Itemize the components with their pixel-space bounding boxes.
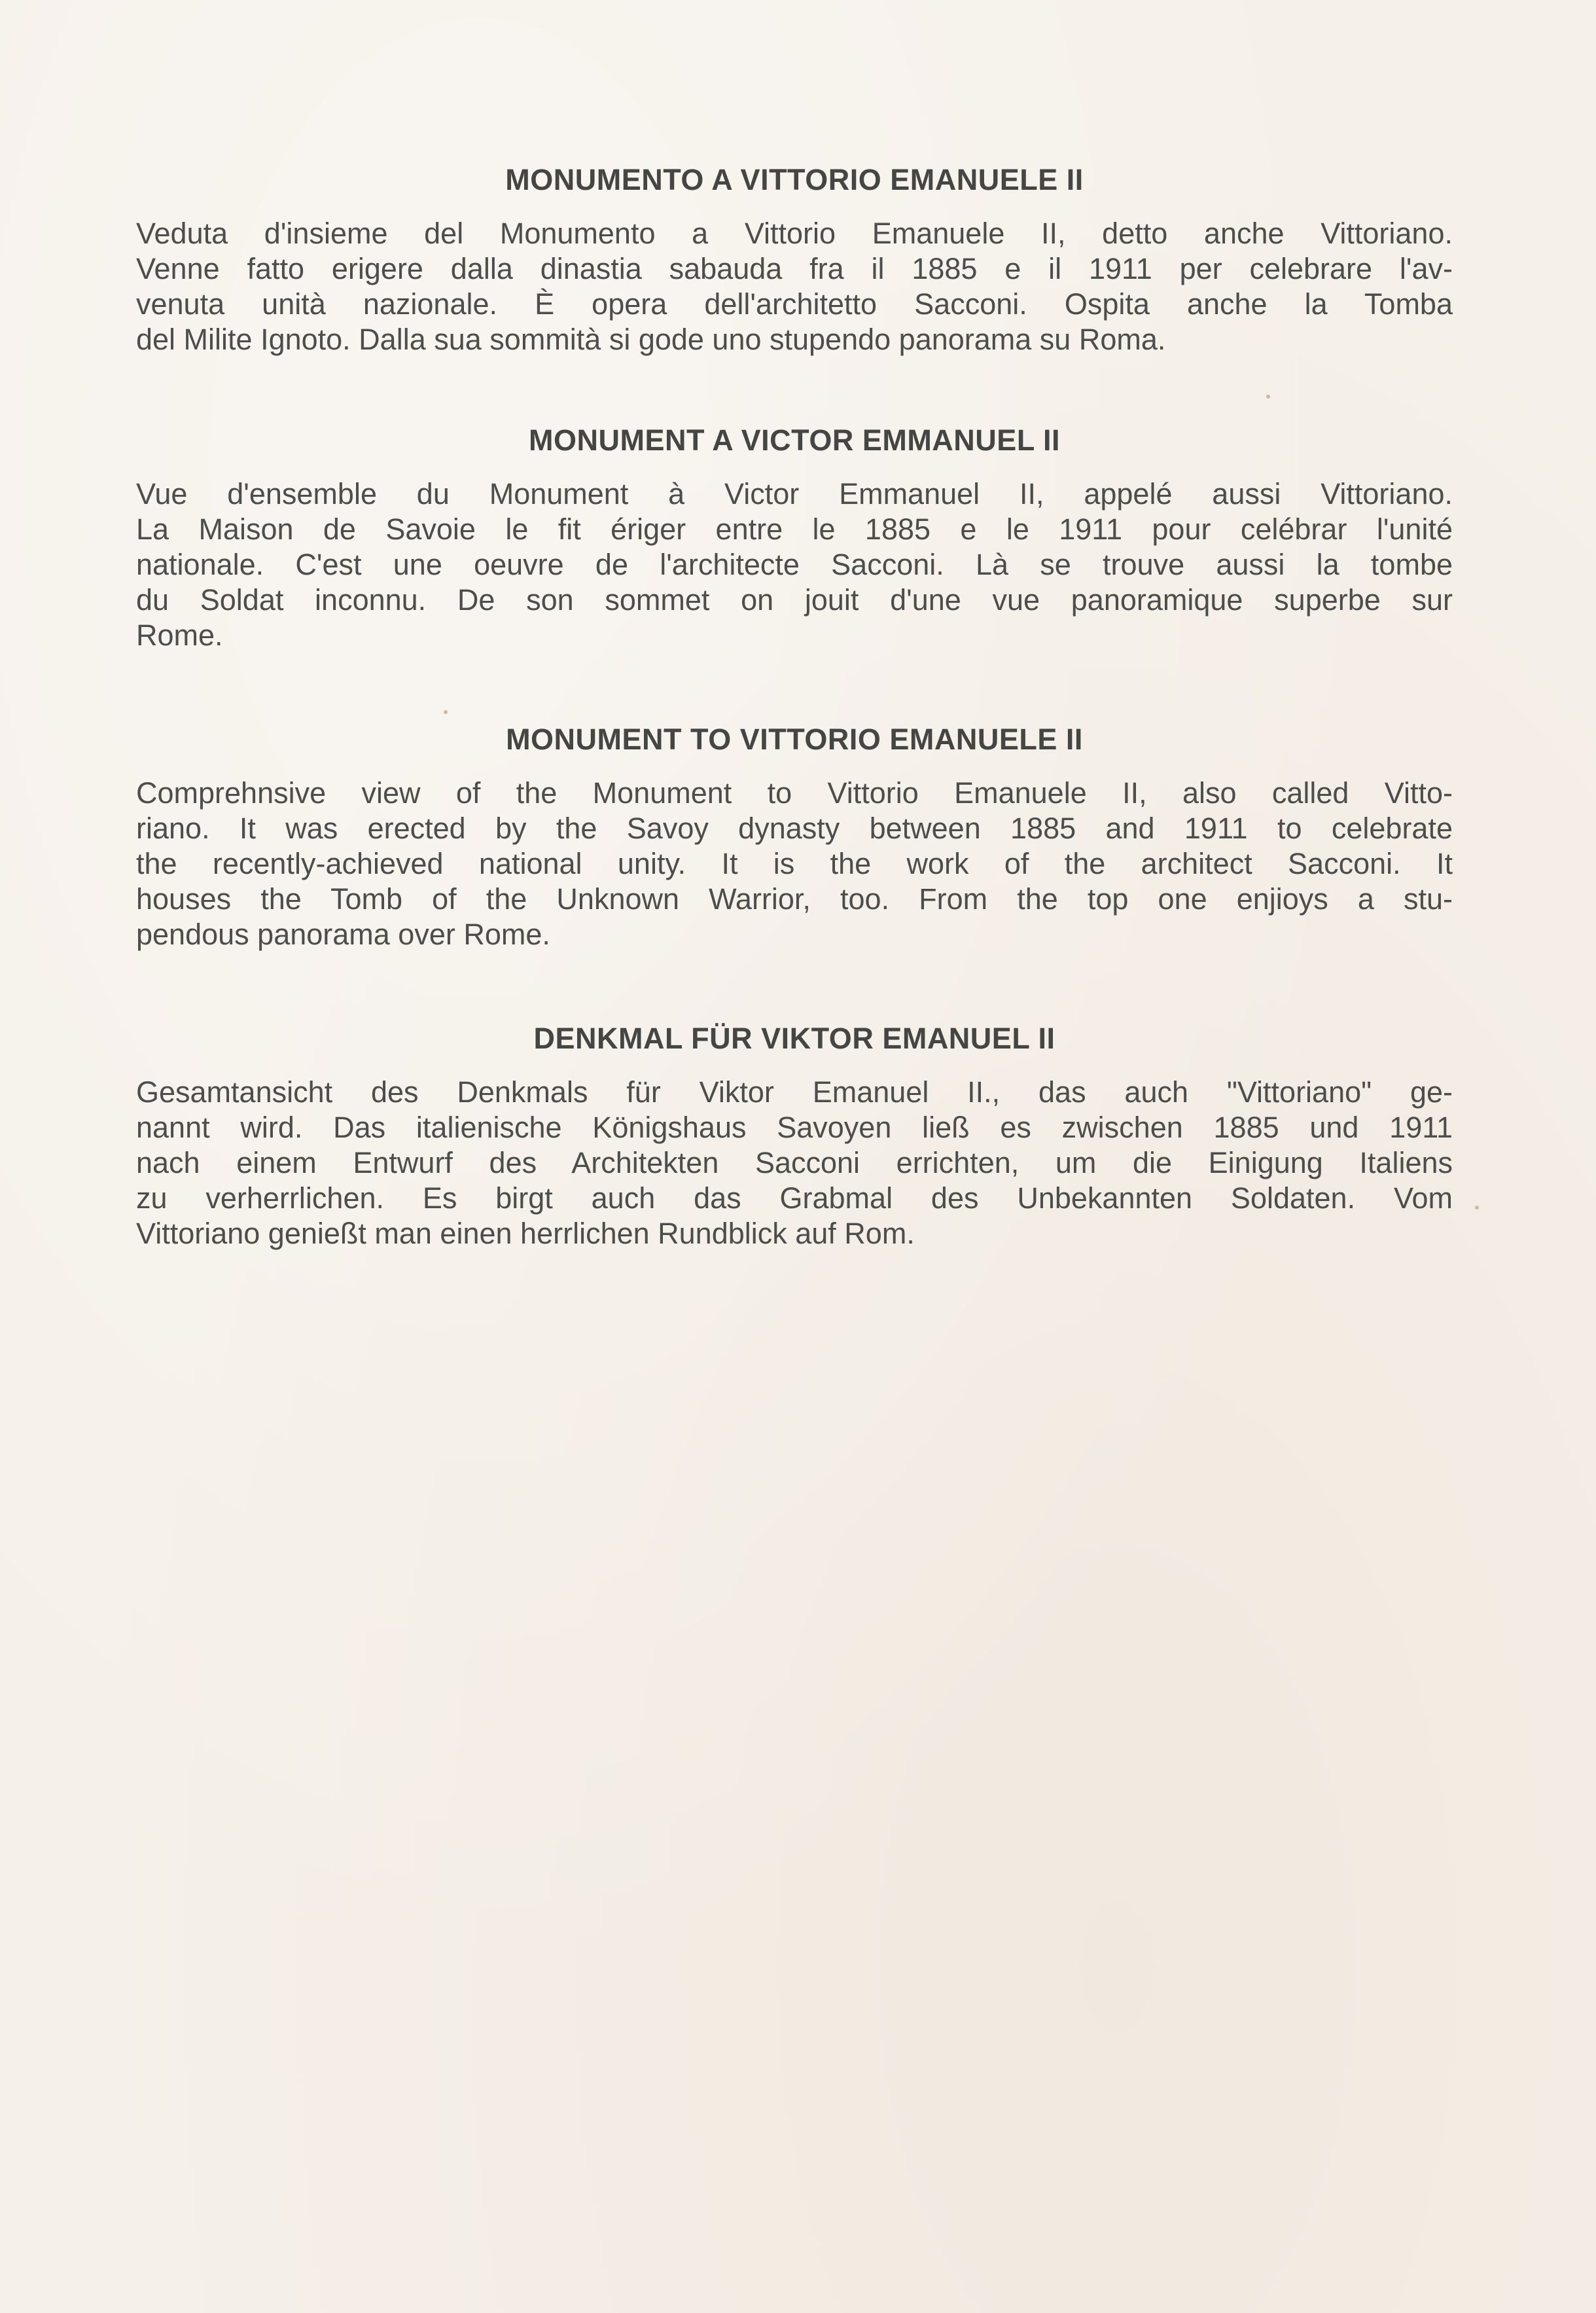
- text-line: Venne fatto erigere dalla dinastia sabauda fra il 1885 e il 1911 per celebrare l'av-: [136, 251, 1453, 285]
- text-line: the recently-achieved national unity. It is the work of the architect Sacconi. It: [136, 846, 1453, 880]
- section-french: [136, 424, 1453, 653]
- text-line: del Milite Ignoto. Dalla sua sommità si gode uno stupendo panorama su Roma.: [136, 322, 1166, 356]
- text-line: nationale. C'est une oeuvre de l'architecte Sacconi. Là se trouve aussi la tombe: [136, 547, 1453, 581]
- paper-speck: [1266, 395, 1270, 399]
- section-title: MONUMENTO A VITTORIO EMANUELE II: [505, 163, 1084, 196]
- text-line: Rome.: [136, 618, 223, 652]
- paper-speck: [1475, 1206, 1479, 1210]
- text-line: La Maison de Savoie le fit ériger entre le 1885 e le 1911 pour celébrar l'unité: [136, 512, 1453, 546]
- text-line: nannt wird. Das italienische Königshaus Savoyen ließ es zwischen 1885 und 1911: [136, 1110, 1453, 1144]
- text-line: du Soldat inconnu. De son sommet on jouit d'une vue panoramique superbe sur: [136, 583, 1453, 617]
- text-line: Vittoriano genießt man einen herrlichen Rundblick auf Rom.: [136, 1216, 915, 1250]
- text-line: riano. It was erected by the Savoy dynasty between 1885 and 1911 to celebrate: [136, 811, 1453, 845]
- text-line: zu verherrlichen. Es birgt auch das Grabmal des Unbekannten Soldaten. Vom: [136, 1181, 1453, 1215]
- text-line: Gesamtansicht des Denkmals für Viktor Emanuel II., das auch "Vittoriano" ge-: [136, 1075, 1453, 1109]
- section-title: DENKMAL FÜR VIKTOR EMANUEL II: [533, 1022, 1055, 1055]
- text-line: venuta unità nazionale. È opera dell'architetto Sacconi. Ospita anche la Tomba: [136, 287, 1453, 321]
- section-italian: [136, 164, 1453, 357]
- text-line: Veduta d'insieme del Monumento a Vittorio Emanuele II, detto anche Vittoriano.: [136, 216, 1453, 250]
- text-line: pendous panorama over Rome.: [136, 917, 550, 951]
- section-body: [136, 216, 1453, 357]
- section-body: [136, 1075, 1453, 1251]
- text-line: Vue d'ensemble du Monument à Victor Emmanuel II, appelé aussi Vittoriano.: [136, 476, 1453, 511]
- paper-speck: [444, 710, 448, 714]
- text-line: nach einem Entwurf des Architekten Sacconi errichten, um die Einigung Italiens: [136, 1145, 1453, 1179]
- section-title: MONUMENT A VICTOR EMMANUEL II: [529, 423, 1060, 457]
- section-english: [136, 723, 1453, 952]
- section-german: [136, 1022, 1453, 1251]
- section-title: MONUMENT TO VITTORIO EMANUELE II: [506, 723, 1083, 756]
- section-body: [136, 776, 1453, 952]
- section-body: [136, 476, 1453, 653]
- text-line: houses the Tomb of the Unknown Warrior, too. From the top one enjioys a stu-: [136, 882, 1453, 916]
- text-line: Comprehnsive view of the Monument to Vittorio Emanuele II, also called Vitto-: [136, 776, 1453, 810]
